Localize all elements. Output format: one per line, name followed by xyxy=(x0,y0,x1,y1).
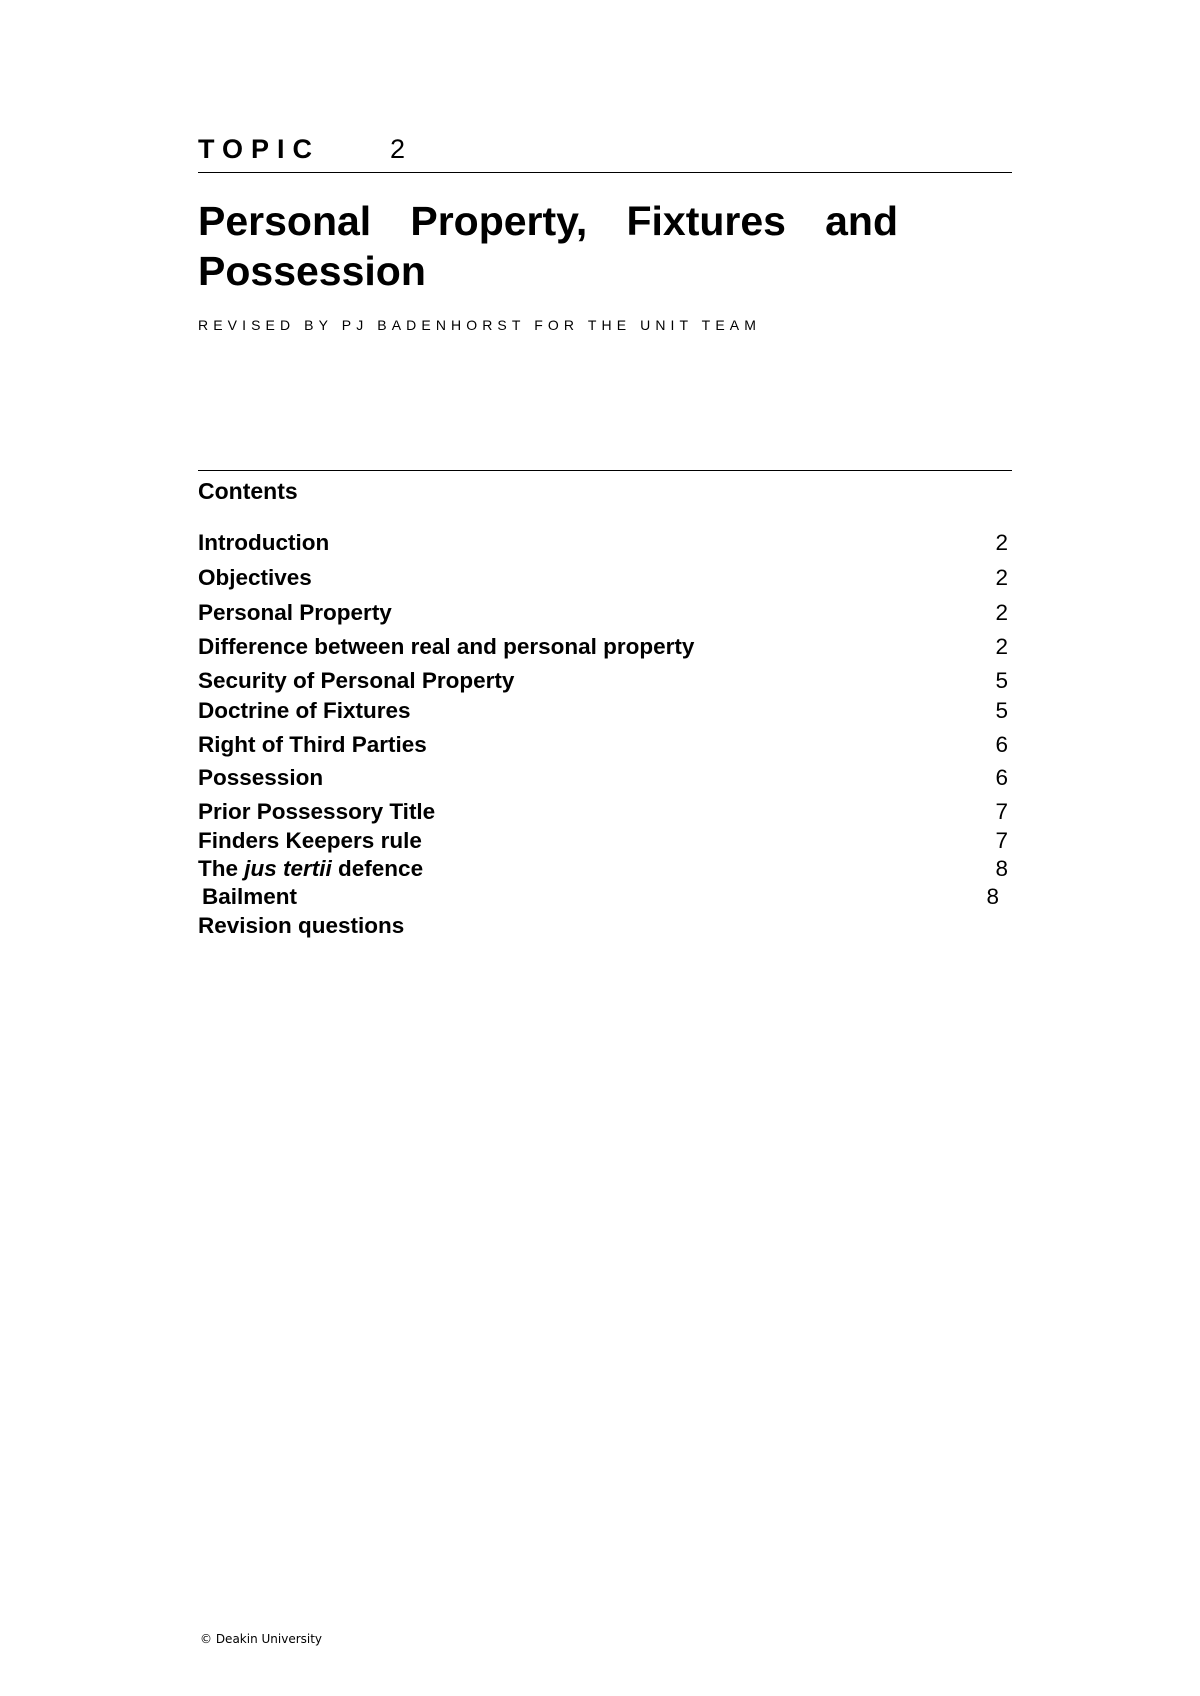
toc-entry-page: 7 xyxy=(995,828,1008,853)
toc-entry-page: 2 xyxy=(995,565,1008,590)
toc-entry-title xyxy=(198,856,423,882)
topic-label: TOPIC xyxy=(198,134,321,164)
document-title: Personal Property, Fixtures and Possession xyxy=(198,198,898,294)
toc-entry-title: Right of Third Parties xyxy=(198,732,427,757)
toc-entry-title: Doctrine of Fixtures xyxy=(198,698,411,723)
toc-entry-page: 7 xyxy=(995,799,1008,824)
revised-by-line: REVISED BY PJ BADENHORST FOR THE UNIT TEAM xyxy=(198,317,761,333)
toc-entry-possession xyxy=(198,765,1008,793)
toc-entry-page: 2 xyxy=(995,600,1008,625)
toc-entry-page: 6 xyxy=(995,765,1008,790)
toc-entry-prior-possessory-title xyxy=(198,799,1008,827)
toc-entry-revision-questions xyxy=(198,913,1008,941)
toc-entry-title: Prior Possessory Title xyxy=(198,799,436,824)
toc-entry-objectives xyxy=(198,565,1008,593)
toc-entry-title: Revision questions xyxy=(198,913,405,938)
contents-heading: Contents xyxy=(198,478,298,504)
toc-entry-introduction xyxy=(198,530,1008,558)
toc-entry-title: Possession xyxy=(198,765,324,790)
toc-entry-page: 5 xyxy=(995,698,1008,723)
copyright-footer: © Deakin University xyxy=(200,1632,323,1646)
topic-number: 2 xyxy=(390,134,406,164)
header-divider xyxy=(198,172,1012,173)
toc-entry-page: 2 xyxy=(995,530,1008,555)
toc-entry-security-personal-property xyxy=(198,668,1008,696)
toc-entry-personal-property xyxy=(198,600,1008,628)
toc-entry-title: Personal Property xyxy=(198,600,392,625)
toc-title-suffix: defence xyxy=(331,856,424,881)
toc-entry-page: 8 xyxy=(995,856,1008,881)
toc-entry-difference-real-personal xyxy=(198,634,1008,662)
toc-entry-title: Difference between real and personal property xyxy=(198,634,695,659)
toc-entry-title: Introduction xyxy=(198,530,330,555)
toc-entry-bailment xyxy=(202,884,999,912)
toc-entry-jus-tertii xyxy=(198,856,1008,884)
toc-entry-doctrine-fixtures xyxy=(198,698,1008,726)
toc-entry-title: Security of Personal Property xyxy=(198,668,515,693)
toc-entry-title: Bailment xyxy=(202,884,298,909)
toc-title-italic: jus tertii xyxy=(244,856,332,881)
toc-entry-right-third-parties xyxy=(198,732,1008,760)
toc-title-prefix: The xyxy=(198,856,245,881)
toc-entry-finders-keepers xyxy=(198,828,1008,856)
toc-entry-page: 2 xyxy=(995,634,1008,659)
toc-entry-page: 6 xyxy=(995,732,1008,757)
toc-entry-page: 8 xyxy=(986,884,999,909)
toc-entry-page: 5 xyxy=(995,668,1008,693)
toc-entry-title: Finders Keepers rule xyxy=(198,828,422,853)
toc-entry-title: Objectives xyxy=(198,565,312,590)
contents-divider xyxy=(198,470,1012,471)
